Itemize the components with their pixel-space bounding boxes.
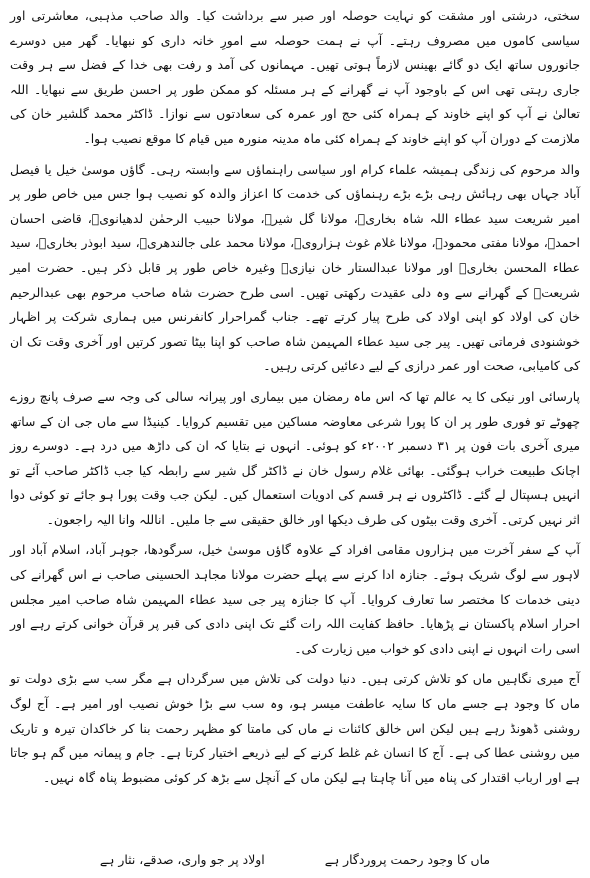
paragraph-2: والد مرحوم کی زندگی ہمیشہ علماء کرام اور سیاسی راہنماؤں سے وابستہ رہی۔ گاؤں موسیٰ خیل یا فیصل آباد جہاں بھی رہائش رہی بڑے بڑے رہنماؤں کی خدمت کا اعزاز والدہ کو نصیب ہوا جس میں خاص طور پر امیر شریعت سید عطاء اللہ شاہ بخاریؒ، مولانا گل شیرؒ، مولانا حبیب الرحمٰن لدھیانویؒ، قاضی احسان احمدؒ، مولانا مفتی محمودؒ، مولانا غلام غوث ہزارویؒ، مولانا محمد علی جالندھریؒ، سید ابوذر بخاریؒ، سید عطاء المحسن بخاریؒ اور مولانا عبدالستار خان نیازیؒ وغیرہ خاص طور پر قابل ذکر ہیں۔ حضرت امیر شریعتؒ کے گھرانے سے وہ دلی عقیدت رکھتی تھیں۔ اسی طرح حضرت شاہ صاحب مرحوم بھی عبدالرحیم خان کی اولاد کو اپنی اولاد کی طرح پیار کرتے تھے۔ جناب گمراحرار کانفرنس میں ہماری شرکت پر اظہار خوشنودی فرماتی تھیں۔ پیر جی سید عطاء المہیمن شاہ صاحب کو اپنا بیٹا تصور کرتیں اور آخری وقت تک ان کی کامیابی، صحت اور عمر درازی کے لیے دعائیں کرتی رہیں۔ [10, 161, 580, 374]
closing-couplet [0, 850, 590, 870]
paragraph-5: آج میری نگاہیں ماں کو تلاش کرتی ہیں۔ دنیا دولت کی تلاش میں سرگرداں ہے مگر سب سے بڑی دولت تو ماں کا وجود ہے جسے ماں کا سایہ عاطفت میسر ہو، وہ سب سے بڑا خوش نصیب اور امیر ہے۔ آج لوگ روشنی ڈھونڈ رہے ہیں لیکن اس خالق کائنات نے ماں کی مامتا کو مظہر رحمت بنا کر خاکدان تیرہ و تاریک میں روشنی عطا کی ہے۔ آج کا انسان غم غلط کرنے کے لیے ذریعے اختیار کرتا ہے۔ جام و پیمانہ میں گم ہو جاتا ہے اور ارباب اقتدار کی پناہ میں آنا چاہتا ہے لیکن ماں کے آنچل سے بڑھ کر کوئی مضبوط پناہ گاہ نہیں۔ [10, 671, 580, 785]
couplet-line-left: اولاد پر جو واری، صدقے، نثار ہے [99, 852, 265, 867]
paragraph-1: سختی، درشتی اور مشقت کو نہایت حوصلہ اور صبر سے برداشت کیا۔ والد صاحب مذہبی، معاشرتی اور سیاسی کاموں میں مصروف رہتے۔ آپ نے ہمت حوصلہ سے امورِ خانہ داری کو نبھایا۔ گھر میں دوسرے جانوروں ساتھ ایک دو گائے بھینس لازماً ہوتی تھیں۔ مہمانوں کی آمد و رفت بھی خدا کے فضل سے ہر وقت جاری رہتی تھی اس کے باوجود آپ نے گھرانے کے ہر مسئلہ کو ممکن طور پر احسن طریق سے نبھایا۔ اللہ تعالیٰ نے آپ کو اپنے خاوند کے ہمراہ کئی حج اور عمرہ کی سعادتوں سے نوازا۔ ڈاکٹر محمد گلشیر خان کی ملازمت کے دوران آپ کو اپنے خاوند کے ہمراہ کئی ماہ مدینہ منورہ میں قیام کا موقع نصیب ہوا۔ [10, 8, 580, 146]
paragraph-3: پارسائی اور نیکی کا یہ عالم تھا کہ اس ماہ رمضان میں بیماری اور پیرانہ سالی کی وجہ سے صرف پانچ روزے چھوٹے تو فوری طور پر ان کا پورا شرعی معاوضہ مساکین میں تقسیم کروایا۔ کینیڈا سے ماں جی ان کے ساتھ میری آخری بات فون پر ۳۱ دسمبر ۲۰۰۲ء کو ہوئی۔ انہوں نے بتایا کہ ان کی داڑھ میں درد ہے۔ دوسرے روز اچانک طبیعت خراب ہوگئی۔ بھائی غلام رسول خان نے ڈاکٹر گل شیر سے رابطہ کیا جب ڈاکٹر صاحب آئے تو انہیں ہسپتال لے گئے۔ ڈاکٹروں نے ہر قسم کی ادویات استعمال کیں۔ لیکن جب وقت پورا ہو جائے تو کوئی دوا اثر نہیں کرتی۔ آخری وقت بیٹوں کی طرف دیکھا اور خالق حقیقی سے جا ملیں۔ اناللہ وانا الیہ راجعون۔ [10, 388, 580, 527]
couplet-line-right: ماں کا وجود رحمت پروردگار ہے [324, 852, 491, 867]
paragraph-4: آپ کے سفر آخرت میں ہزاروں مقامی افراد کے علاوہ گاؤں موسیٰ خیل، سرگودھا، جوہر آباد، اسلام آباد اور لاہور سے لوگ شریک ہوئے۔ جنازہ ادا کرنے سے پہلے حضرت مولانا مجاہد الحسینی صاحب نے اس گھرانے کی دینی خدمات کا مختصر سا تعارف کروایا۔ آپ کا جنازہ پیر جی سید عطاء المہیمن شاہ صاحب امیر مجلس احرار اسلام پاکستان نے پڑھایا۔ حافظ کفایت اللہ رات گئے تک اپنی دادی کی قبر پر قرآن خوانی کرتے رہے اور اسی رات انہوں نے اپنی دادی کو خواب میں زیارت کی۔ [10, 542, 580, 656]
